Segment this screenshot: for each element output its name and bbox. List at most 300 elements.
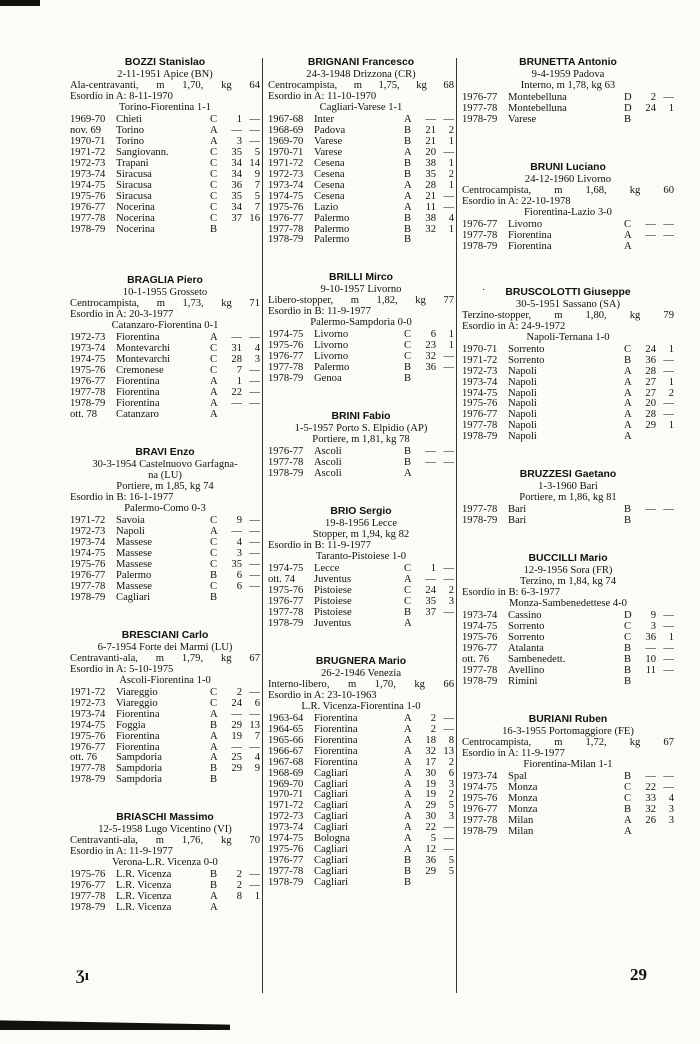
career-goals: — xyxy=(443,114,454,125)
career-club: Viareggio xyxy=(116,686,158,698)
career-goals xyxy=(242,225,260,236)
career-goals: — xyxy=(249,869,260,881)
player-name: BRINI Fabio xyxy=(331,411,391,423)
career-goals: 4 xyxy=(254,752,260,764)
career-division: A xyxy=(210,409,218,421)
career-season: 1978-79 xyxy=(462,431,498,443)
career-club: Montebelluna xyxy=(508,92,567,103)
career-row xyxy=(268,374,454,385)
career-appearances xyxy=(638,677,656,688)
career-appearances: 35 xyxy=(425,168,436,180)
career-club: Sorrento xyxy=(508,354,545,366)
career-goals: 3 xyxy=(448,595,454,607)
career-division: B xyxy=(210,880,218,892)
career-division: B xyxy=(404,877,412,889)
career-goals xyxy=(242,593,260,604)
career-club: Cagliari xyxy=(116,591,151,603)
career-division: C xyxy=(210,201,218,213)
career-club: Catanzaro xyxy=(116,409,159,421)
career-season: 1976-77 xyxy=(462,643,498,655)
career-appearances: 27 xyxy=(645,376,656,388)
career-season: 1972-73 xyxy=(462,365,498,377)
career-goals: 2 xyxy=(448,584,454,596)
career-division: A xyxy=(210,902,218,914)
career-appearances: 29 xyxy=(231,763,242,775)
career-club: L.R. Vicenza xyxy=(116,891,172,903)
career-appearances: 38 xyxy=(425,212,436,224)
career-goals: 3 xyxy=(448,778,454,790)
career-appearances: 32 xyxy=(425,223,436,235)
career-division: C xyxy=(404,340,412,352)
career-goals: — xyxy=(249,114,260,125)
career-season: 1973-74 xyxy=(70,537,106,549)
career-season: 1969-70 xyxy=(70,114,106,125)
career-appearances xyxy=(638,827,656,838)
career-season: 1975-76 xyxy=(70,558,106,570)
career-club: Massese xyxy=(116,558,152,570)
role-info: Stopper, m 1,94, kg 82 xyxy=(312,529,410,541)
career-season: 1976-77 xyxy=(70,201,106,213)
career-goals: — xyxy=(249,135,260,147)
career-club: Fiorentina xyxy=(314,745,358,757)
career-row xyxy=(268,469,454,480)
role-info: Centrocampista, m 1,72, kg 67 xyxy=(462,736,674,748)
career-season: 1974-75 xyxy=(268,190,304,202)
career-club: Fiorentina xyxy=(314,756,358,768)
birth-info: 26-2-1946 Venezia xyxy=(320,667,402,679)
career-goals: — xyxy=(443,712,454,724)
career-appearances: 24 xyxy=(645,102,656,114)
career-club: Fiorentina xyxy=(116,332,160,344)
career-division: A xyxy=(404,756,412,768)
career-division: C xyxy=(210,365,218,377)
career-appearances: 29 xyxy=(645,420,656,432)
career-appearances: 37 xyxy=(425,606,436,618)
career-appearances xyxy=(418,878,436,889)
debut-info: Esordio in A: 5-10-1975 xyxy=(70,663,174,675)
career-goals: 1 xyxy=(448,329,454,341)
career-club: Cremonese xyxy=(116,365,164,377)
career-division: C xyxy=(210,212,218,224)
career-club: Cagliari xyxy=(314,800,349,812)
player-name: BRIGNANI Francesco xyxy=(307,57,415,68)
career-club: Massese xyxy=(116,547,152,559)
career-table xyxy=(268,115,454,246)
debut-info: Esordio in A: 22-10-1978 xyxy=(462,195,571,207)
career-club: Cagliari xyxy=(314,866,349,878)
career-division: A xyxy=(624,398,632,410)
career-goals: — xyxy=(663,354,674,366)
career-division: A xyxy=(404,844,412,856)
debut-match: Monza-Sambenedettese 4-0 xyxy=(509,598,627,610)
career-appearances: 32 xyxy=(645,803,656,815)
debut-info: Esordio in A: 23-10-1963 xyxy=(268,689,377,701)
career-appearances: 2 xyxy=(236,880,242,892)
career-season: 1976-77 xyxy=(462,409,498,421)
career-division: C xyxy=(210,168,218,180)
career-division: C xyxy=(210,157,218,169)
career-season: 1973-74 xyxy=(268,179,304,191)
career-division: A xyxy=(624,240,632,252)
career-club: Torino xyxy=(116,124,145,136)
career-club: Fiorentina xyxy=(116,708,160,720)
career-appearances: 33 xyxy=(645,792,656,804)
career-appearances: 24 xyxy=(231,697,242,709)
player-entry xyxy=(268,506,454,630)
career-season: 1971-72 xyxy=(70,686,106,698)
career-goals: 7 xyxy=(254,179,260,191)
career-division: B xyxy=(624,675,632,687)
career-season: 1974-75 xyxy=(268,329,304,341)
career-goals: 1 xyxy=(668,632,674,644)
career-division: A xyxy=(624,814,632,826)
career-club: Cagliari xyxy=(314,789,349,801)
career-appearances: 29 xyxy=(231,719,242,731)
career-club: Cagliari xyxy=(314,855,349,867)
career-club: Viareggio xyxy=(116,697,158,709)
career-table xyxy=(70,516,260,604)
career-season: 1978-79 xyxy=(70,774,106,786)
player-name: BOZZI Stanislao xyxy=(124,57,206,68)
career-club: Nocerina xyxy=(116,201,155,213)
career-appearances: 1 xyxy=(430,563,436,575)
career-goals: 1 xyxy=(668,420,674,432)
player-entry xyxy=(70,57,260,235)
career-row xyxy=(268,619,454,630)
career-season: 1977-78 xyxy=(462,420,498,432)
career-table xyxy=(462,772,674,838)
career-season: 1976-77 xyxy=(70,741,106,753)
career-division: C xyxy=(404,595,412,607)
career-appearances: — xyxy=(231,124,242,136)
career-goals: 1 xyxy=(668,343,674,355)
debut-match: Fiorentina-Lazio 3-0 xyxy=(524,206,612,218)
career-division: A xyxy=(210,891,218,903)
career-table xyxy=(268,447,454,480)
career-season: 1977-78 xyxy=(70,580,106,592)
career-row xyxy=(70,225,260,236)
career-division: A xyxy=(210,708,218,720)
career-appearances: 1 xyxy=(236,114,242,125)
career-season: 1970-71 xyxy=(268,146,304,158)
career-season: 1975-76 xyxy=(70,730,106,742)
career-table xyxy=(70,870,260,914)
career-division: B xyxy=(624,643,632,655)
career-season: 1972-73 xyxy=(70,697,106,709)
career-division: B xyxy=(624,113,632,125)
career-club: Sangiovann. xyxy=(116,146,169,158)
career-season: 1978-79 xyxy=(462,825,498,837)
career-row xyxy=(70,399,260,410)
career-division: C xyxy=(210,190,218,202)
career-appearances: 27 xyxy=(645,387,656,399)
career-goals: 6 xyxy=(448,767,454,779)
career-season: 1972-73 xyxy=(268,168,304,180)
career-club: Fiorentina xyxy=(116,387,160,399)
career-goals: — xyxy=(443,563,454,575)
career-club: L.R. Vicenza xyxy=(116,880,172,892)
career-goals: 2 xyxy=(448,168,454,180)
career-appearances: 29 xyxy=(425,800,436,812)
career-goals: 2 xyxy=(448,756,454,768)
career-season: ott. 76 xyxy=(462,654,490,666)
career-division: C xyxy=(210,547,218,559)
career-season: 1976-77 xyxy=(268,212,304,224)
player-name: BRIASCHI Massimo xyxy=(116,812,214,824)
career-appearances: — xyxy=(425,446,436,458)
career-row xyxy=(462,356,674,367)
debut-match: L.R. Vicenza-Fiorentina 1-0 xyxy=(301,700,421,712)
career-season: 1975-76 xyxy=(268,844,304,856)
career-division: D xyxy=(624,102,632,114)
career-division: B xyxy=(404,124,412,136)
career-table xyxy=(462,611,674,688)
career-goals: — xyxy=(249,387,260,399)
career-table xyxy=(268,330,454,385)
career-season: 1978-79 xyxy=(268,373,304,385)
career-appearances xyxy=(224,593,242,604)
scan-edge-mark xyxy=(0,0,40,6)
career-division: C xyxy=(624,343,632,355)
career-division: C xyxy=(404,351,412,363)
career-season: 1963-64 xyxy=(268,712,304,724)
career-division: B xyxy=(624,770,632,782)
career-goals xyxy=(436,374,454,385)
career-goals: 2 xyxy=(448,789,454,801)
career-appearances: 19 xyxy=(425,778,436,790)
career-goals: 4 xyxy=(448,212,454,224)
player-entry xyxy=(268,411,454,480)
career-club: Savoia xyxy=(116,515,145,527)
career-club: Fiorentina xyxy=(116,741,160,753)
career-table xyxy=(70,115,260,235)
career-division: B xyxy=(210,774,218,786)
career-appearances xyxy=(418,469,436,480)
career-appearances: 25 xyxy=(231,752,242,764)
career-division: B xyxy=(404,373,412,385)
career-row xyxy=(268,192,454,203)
career-goals: — xyxy=(443,606,454,618)
career-appearances: 38 xyxy=(425,157,436,169)
role-info: Interno, m 1,78, kg 63 xyxy=(520,80,616,91)
career-season: 1974-75 xyxy=(70,719,106,731)
player-entry xyxy=(70,630,260,787)
career-division: B xyxy=(404,855,412,867)
career-club: L.R. Vicenza xyxy=(116,902,172,914)
career-season: 1974-75 xyxy=(268,833,304,845)
birth-info-continued: na (LU) xyxy=(148,470,182,482)
career-division: B xyxy=(210,763,218,775)
career-division: C xyxy=(624,218,632,230)
career-appearances: 24 xyxy=(645,343,656,355)
career-row xyxy=(70,410,260,421)
career-club: Bari xyxy=(508,515,527,527)
career-club: Palermo xyxy=(314,223,350,235)
career-goals: — xyxy=(443,146,454,158)
career-goals: 9 xyxy=(254,168,260,180)
career-appearances xyxy=(418,374,436,385)
career-season: 1978-79 xyxy=(70,398,106,410)
career-club: Siracusa xyxy=(116,179,152,191)
career-appearances xyxy=(638,115,656,126)
career-club: Napoli xyxy=(508,398,537,410)
career-club: Lazio xyxy=(314,201,339,213)
career-club: Inter xyxy=(314,114,334,125)
career-division: A xyxy=(404,201,412,213)
career-goals: — xyxy=(249,376,260,388)
career-appearances: — xyxy=(645,218,656,230)
career-row xyxy=(268,235,454,246)
career-goals: 7 xyxy=(254,730,260,742)
career-row xyxy=(70,203,260,214)
career-appearances: 2 xyxy=(650,92,656,103)
career-appearances: 2 xyxy=(236,869,242,881)
debut-match: Verona-L.R. Vicenza 0-0 xyxy=(112,857,218,869)
career-season: 1978-79 xyxy=(462,113,498,125)
career-season: 1975-76 xyxy=(462,632,498,644)
career-season: ott. 76 xyxy=(70,752,98,764)
birth-info: 10-1-1955 Grosseto xyxy=(122,287,208,299)
player-name: BRILLI Mirco xyxy=(328,272,394,284)
career-goals: 5 xyxy=(448,800,454,812)
column-3 xyxy=(462,57,674,838)
career-row xyxy=(70,593,260,604)
career-division: C xyxy=(210,179,218,191)
career-table xyxy=(462,345,674,444)
career-goals: 1 xyxy=(668,376,674,388)
career-division: B xyxy=(404,362,412,374)
career-appearances: — xyxy=(645,504,656,516)
career-division: C xyxy=(624,621,632,633)
career-division: B xyxy=(210,719,218,731)
career-appearances: 2 xyxy=(430,723,436,735)
career-club: Napoli xyxy=(508,420,537,432)
career-goals: — xyxy=(249,365,260,377)
career-club: Cesena xyxy=(314,190,345,202)
career-club: Massese xyxy=(116,537,152,549)
birth-info: 24-3-1948 Drizzona (CR) xyxy=(306,69,416,80)
career-goals: 4 xyxy=(254,343,260,355)
career-club: Livorno xyxy=(314,351,349,363)
career-season: 1970-71 xyxy=(462,343,498,355)
career-club: Fiorentina xyxy=(314,712,358,724)
career-goals: — xyxy=(443,457,454,469)
career-club: Juventus xyxy=(314,617,352,629)
career-season: 1978-79 xyxy=(70,591,106,603)
career-appearances: 30 xyxy=(425,767,436,779)
career-club: Montebelluna xyxy=(508,102,567,114)
career-season: 1977-78 xyxy=(462,664,498,676)
career-goals: 14 xyxy=(249,157,260,169)
career-club: Montevarchi xyxy=(116,343,171,355)
career-season: 1967-68 xyxy=(268,756,304,768)
career-goals xyxy=(656,115,674,126)
career-row xyxy=(70,775,260,786)
debut-info: Esordio in A: 8-11-1970 xyxy=(70,91,173,102)
career-division: B xyxy=(210,869,218,881)
career-goals: 1 xyxy=(448,135,454,147)
career-appearances: — xyxy=(425,574,436,586)
career-season: 1968-69 xyxy=(268,124,304,136)
career-club: Pistoiese xyxy=(314,584,352,596)
career-appearances: 34 xyxy=(231,168,242,180)
career-season: 1974-75 xyxy=(70,179,106,191)
debut-info: Esordio in A: 11-9-1977 xyxy=(462,747,565,759)
career-club: Fiorentina xyxy=(116,730,160,742)
career-season: 1973-74 xyxy=(462,770,498,782)
career-appearances: 20 xyxy=(645,398,656,410)
career-goals: — xyxy=(249,880,260,892)
career-division: A xyxy=(404,723,412,735)
career-goals: 7 xyxy=(254,201,260,213)
birth-info: 9-10-1957 Livorno xyxy=(320,284,402,296)
career-season: 1975-76 xyxy=(462,792,498,804)
career-table xyxy=(268,714,454,889)
career-division: A xyxy=(210,526,218,538)
career-appearances: 22 xyxy=(231,387,242,399)
career-appearances: 10 xyxy=(645,654,656,666)
career-season: 1977-78 xyxy=(462,814,498,826)
career-season: 1972-73 xyxy=(70,157,106,169)
career-appearances xyxy=(418,235,436,246)
debut-info: Esordio in B: 11-9-1977 xyxy=(268,306,371,318)
career-season: 1971-72 xyxy=(462,354,498,366)
page-number: 29 xyxy=(630,965,647,984)
career-goals: 5 xyxy=(448,866,454,878)
career-division: A xyxy=(210,741,218,753)
career-division: D xyxy=(624,610,632,622)
career-division: A xyxy=(624,365,632,377)
role-info: Terzino, m 1,84, kg 74 xyxy=(519,576,617,588)
career-goals: — xyxy=(663,398,674,410)
career-club: Rimini xyxy=(508,675,538,687)
career-season: 1972-73 xyxy=(70,526,106,538)
career-goals xyxy=(656,242,674,253)
career-season: 1977-78 xyxy=(268,606,304,618)
career-goals: — xyxy=(249,515,260,527)
career-division: B xyxy=(404,168,412,180)
player-entry xyxy=(268,656,454,889)
career-goals: 1 xyxy=(668,102,674,114)
role-info: Centrocampista, m 1,68, kg 60 xyxy=(462,184,674,196)
career-club: Palermo xyxy=(314,212,350,224)
birth-info: 12-5-1958 Lugo Vicentino (VI) xyxy=(98,824,232,836)
player-entry xyxy=(462,553,674,688)
career-row xyxy=(462,242,674,253)
career-division: A xyxy=(404,617,412,629)
career-appearances: 32 xyxy=(425,745,436,757)
career-goals xyxy=(436,619,454,630)
birth-info: 19-8-1956 Lecce xyxy=(324,518,398,530)
career-appearances: 3 xyxy=(650,621,656,633)
career-club: Sorrento xyxy=(508,621,545,633)
career-season: 1972-73 xyxy=(268,811,304,823)
career-club: Livorno xyxy=(314,329,349,341)
player-entry xyxy=(70,447,260,604)
career-division: B xyxy=(624,654,632,666)
debut-match: Napoli-Ternana 1-0 xyxy=(526,331,610,343)
career-club: Sambenedett. xyxy=(508,654,566,666)
career-row xyxy=(268,203,454,214)
career-division: A xyxy=(404,468,412,480)
career-club: Avellino xyxy=(508,664,545,676)
career-division: C xyxy=(404,584,412,596)
career-club: L.R. Vicenza xyxy=(116,869,172,881)
career-goals: — xyxy=(249,580,260,592)
career-club: Cagliari xyxy=(314,778,349,790)
career-goals: 1 xyxy=(448,223,454,235)
career-division: C xyxy=(404,563,412,575)
